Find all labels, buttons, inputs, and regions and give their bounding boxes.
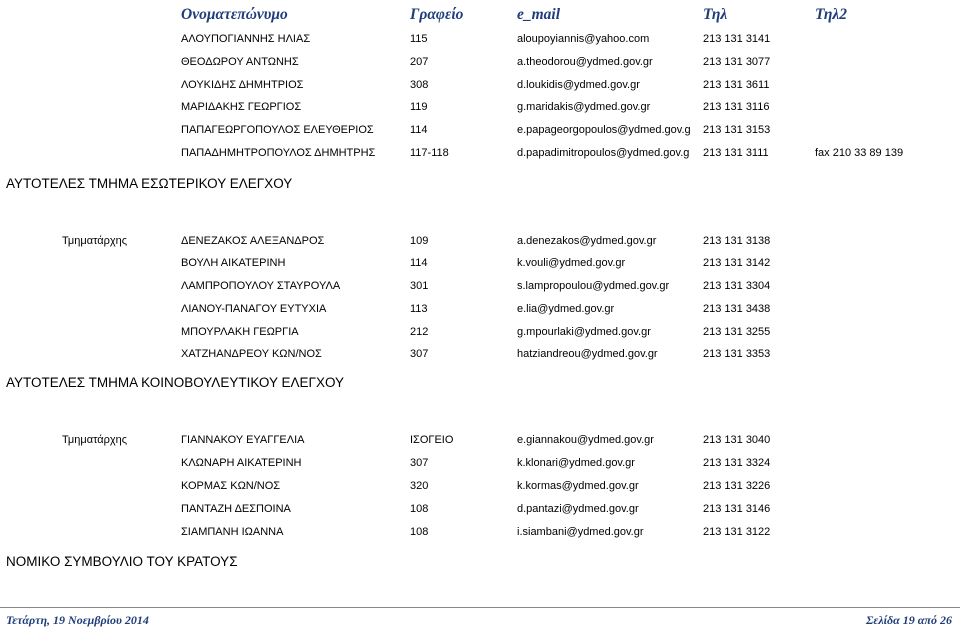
- column-header-office: Γραφείο: [410, 6, 464, 23]
- person-name: ΛΑΜΠΡΟΠΟΥΛΟΥ ΣΤΑΥΡΟΥΛΑ: [181, 280, 341, 292]
- office-number: 115: [410, 33, 428, 45]
- person-name: ΚΟΡΜΑΣ ΚΩΝ/ΝΟΣ: [181, 480, 281, 492]
- person-name: ΛΙΑΝΟΥ-ΠΑΝΑΓΟΥ ΕΥΤΥΧΙΑ: [181, 303, 327, 315]
- email-link[interactable]: s.lampropoulou@ydmed.gov.gr: [517, 280, 670, 292]
- person-name: ΜΠΟΥΡΛΑΚΗ ΓΕΩΡΓΙΑ: [181, 326, 299, 338]
- office-number: 108: [410, 526, 429, 538]
- person-name: ΚΛΩΝΑΡΗ ΑΙΚΑΤΕΡΙΝΗ: [181, 457, 302, 469]
- phone-number: 213 131 3324: [703, 457, 771, 469]
- phone-number: 213 131 3438: [703, 303, 771, 315]
- office-number: 108: [410, 503, 429, 515]
- office-number: 320: [410, 480, 429, 492]
- phone-number: 213 131 3077: [703, 56, 771, 68]
- column-header-phone2: Τηλ2: [815, 6, 848, 23]
- column-header-phone: Τηλ: [703, 6, 728, 23]
- office-number: 114: [410, 257, 428, 269]
- person-name: ΑΛΟΥΠΟΓΙΑΝΝΗΣ ΗΛΙΑΣ: [181, 33, 311, 45]
- email-link[interactable]: d.pantazi@ydmed.gov.gr: [517, 503, 639, 515]
- phone-number: 213 131 3304: [703, 280, 771, 292]
- office-number: 119: [410, 101, 428, 113]
- phone-number: 213 131 3226: [703, 480, 771, 492]
- footer-divider: [0, 607, 960, 608]
- person-name: ΜΑΡΙΔΑΚΗΣ ΓΕΩΡΓΙΟΣ: [181, 101, 302, 113]
- section-title-legal-council: ΝΟΜΙΚΟ ΣΥΜΒΟΥΛΙΟ ΤΟΥ ΚΡΑΤΟΥΣ: [6, 554, 238, 569]
- office-number: 308: [410, 79, 429, 91]
- person-name: ΓΙΑΝΝΑΚΟΥ ΕΥΑΓΓΕΛΙΑ: [181, 434, 305, 446]
- email-link[interactable]: d.papadimitropoulos@ydmed.gov.g: [517, 147, 690, 159]
- email-link[interactable]: k.klonari@ydmed.gov.gr: [517, 457, 635, 469]
- email-link[interactable]: g.mpourlaki@ydmed.gov.gr: [517, 326, 651, 338]
- office-number: 207: [410, 56, 429, 68]
- email-link[interactable]: i.siambani@ydmed.gov.gr: [517, 526, 644, 538]
- phone-number: 213 131 3153: [703, 124, 771, 136]
- email-link[interactable]: e.lia@ydmed.gov.gr: [517, 303, 615, 315]
- role-label: Τμηματάρχης: [62, 235, 128, 247]
- phone-number: 213 131 3142: [703, 257, 771, 269]
- section-title-parliamentary-control: ΑΥΤΟΤΕΛΕΣ ΤΜΗΜΑ ΚΟΙΝΟΒΟΥΛΕΥΤΙΚΟΥ ΕΛΕΓΧΟΥ: [6, 375, 345, 390]
- phone-number: 213 131 3122: [703, 526, 771, 538]
- phone-number: 213 131 3611: [703, 79, 770, 91]
- phone-number: 213 131 3040: [703, 434, 771, 446]
- email-link[interactable]: e.giannakou@ydmed.gov.gr: [517, 434, 654, 446]
- phone-number: 213 131 3141: [703, 33, 771, 45]
- phone-number: 213 131 3353: [703, 348, 771, 360]
- person-name: ΠΑΠΑΔΗΜΗΤΡΟΠΟΥΛΟΣ ΔΗΜΗΤΡΗΣ: [181, 147, 376, 159]
- person-name: ΒΟΥΛΗ ΑΙΚΑΤΕΡΙΝΗ: [181, 257, 286, 269]
- office-number: 307: [410, 457, 429, 469]
- office-number: 307: [410, 348, 429, 360]
- column-header-name: Ονοματεπώνυμο: [181, 6, 288, 23]
- person-name: ΧΑΤΖΗΑΝΔΡΕΟΥ ΚΩΝ/ΝΟΣ: [181, 348, 322, 360]
- person-name: ΠΑΝΤΑΖΗ ΔΕΣΠΟΙΝΑ: [181, 503, 291, 515]
- person-name: ΣΙΑΜΠΑΝΗ ΙΩΑΝΝΑ: [181, 526, 284, 538]
- person-name: ΛΟΥΚΙΔΗΣ ΔΗΜΗΤΡΙΟΣ: [181, 79, 304, 91]
- page-number: Σελίδα 19 από 26: [866, 613, 952, 627]
- office-number: 109: [410, 235, 429, 247]
- phone-number: 213 131 3138: [703, 235, 771, 247]
- phone-number: 213 131 3116: [703, 101, 770, 113]
- phone-number: 213 131 3255: [703, 326, 771, 338]
- person-name: ΔΕΝΕΖΑΚΟΣ ΑΛΕΞΑΝΔΡΟΣ: [181, 235, 325, 247]
- email-link[interactable]: k.kormas@ydmed.gov.gr: [517, 480, 639, 492]
- role-label: Τμηματάρχης: [62, 434, 128, 446]
- email-link[interactable]: k.vouli@ydmed.gov.gr: [517, 257, 626, 269]
- email-link[interactable]: g.maridakis@ydmed.gov.gr: [517, 101, 651, 113]
- email-link[interactable]: hatziandreou@ydmed.gov.gr: [517, 348, 658, 360]
- phone-number: 213 131 3146: [703, 503, 771, 515]
- email-link[interactable]: d.loukidis@ydmed.gov.gr: [517, 79, 640, 91]
- column-header-email: e_mail: [517, 6, 561, 23]
- email-link[interactable]: a.denezakos@ydmed.gov.gr: [517, 235, 657, 247]
- office-number: 114: [410, 124, 428, 136]
- email-link[interactable]: aloupoyiannis@yahoo.com: [517, 33, 650, 45]
- office-number: 301: [410, 280, 429, 292]
- office-number: ΙΣΟΓΕΙΟ: [410, 434, 454, 446]
- section-title-internal-audit: ΑΥΤΟΤΕΛΕΣ ΤΜΗΜΑ ΕΣΩΤΕΡΙΚΟΥ ΕΛΕΓΧΟΥ: [6, 176, 293, 191]
- email-link[interactable]: a.theodorou@ydmed.gov.gr: [517, 56, 653, 68]
- office-number: 117-118: [410, 147, 449, 159]
- fax-number: fax 210 33 89 139: [815, 147, 904, 159]
- person-name: ΠΑΠΑΓΕΩΡΓΟΠΟΥΛΟΣ ΕΛΕΥΘΕΡΙΟΣ: [181, 124, 374, 136]
- person-name: ΘΕΟΔΩΡΟΥ ΑΝΤΩΝΗΣ: [181, 56, 299, 68]
- email-link[interactable]: e.papageorgopoulos@ydmed.gov.g: [517, 124, 691, 136]
- phone-number: 213 131 3111: [703, 147, 769, 159]
- footer-date: Τετάρτη, 19 Νοεμβρίου 2014: [6, 613, 149, 627]
- office-number: 212: [410, 326, 429, 338]
- office-number: 113: [410, 303, 428, 315]
